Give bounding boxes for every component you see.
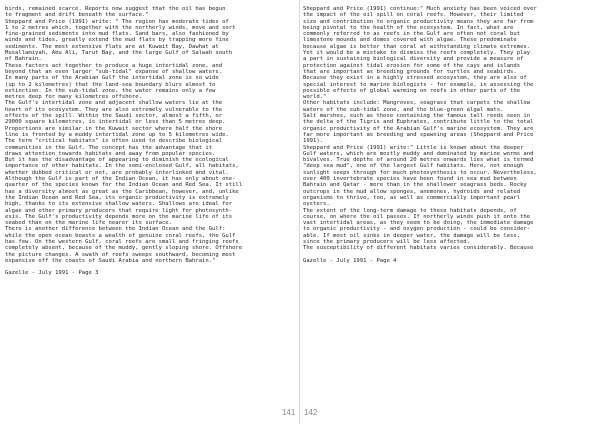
text-line: beyond that an even larger "sub-tidal" expanse of shallow waters. bbox=[5, 68, 223, 75]
text-line: since the primary producers will be less affected. bbox=[303, 238, 470, 245]
text-line: 29000 square kilometres, is intertidal or less than 5 metres deep. bbox=[5, 119, 226, 126]
text-line: winds and tides, greatly extend the mud flats by trapping more fine bbox=[5, 37, 229, 44]
text-line: special interest to marine biologists - for example, in assessing the bbox=[303, 81, 534, 88]
text-line: able. If most oil sinks in deeper water, the damage will be less, bbox=[303, 232, 521, 239]
text-line: effects of the spill. Within the Saudi sector, almost a fifth, or bbox=[5, 113, 223, 120]
left-page bbox=[5, 6, 297, 404]
text-line: of Bahrain. bbox=[5, 56, 42, 63]
text-line: to fragment and drift beneath the surface." bbox=[5, 12, 149, 19]
text-line: outcrops in the mud allow sponges, anemones, hydroids and related bbox=[303, 188, 521, 195]
text-line: commonly referred to as reefs in the Gulf are often not coral but bbox=[303, 31, 521, 38]
text-line: whether dubbed critical or not, are probably interlinked and vital. bbox=[5, 169, 229, 176]
right-page-body bbox=[303, 6, 597, 252]
left-page-number: 141 bbox=[282, 408, 296, 417]
text-line: heart of its ecosystem. They are also extremely vulnerable to the bbox=[5, 106, 223, 113]
right-page-footer: Gazelle - July 1991 - Page 4 bbox=[303, 257, 397, 264]
text-line: organisms to thrive, too, as well as commercially important pearl bbox=[303, 194, 521, 201]
text-line: fine-grained sediments into mud flats. Sand bars, also fashioned by bbox=[5, 31, 229, 38]
text-line: seabed than on the marine life nearer its surface. bbox=[5, 220, 172, 227]
text-line: 1 to 2 metres which, together with the northerly winds, move and sort bbox=[5, 24, 236, 31]
text-line: Because they exist in a highly stressed ecosystem, they are also of bbox=[303, 75, 527, 82]
right-page bbox=[303, 6, 597, 404]
text-line: Yet it would be a mistake to dismiss the reefs completely. They play bbox=[303, 50, 531, 57]
text-line: bivalves. True depths of around 20 metres onwards lies what is termed bbox=[303, 157, 534, 164]
text-line: because algae is better than coral at withstanding climate extremes. bbox=[303, 43, 531, 50]
text-line: while the open ocean boasts a wealth of genuine coral reefs, the Gulf bbox=[5, 232, 236, 239]
page-gutter bbox=[299, 0, 300, 424]
text-line: Other habitats include: Mangroves, seagrass that carpets the shallow bbox=[303, 100, 531, 107]
text-line: being pivotal to the health of the ecosystem. In fact, what are bbox=[303, 24, 514, 31]
text-line: to organic productivity - and oxygen production - could be consider- bbox=[303, 226, 531, 233]
text-line: oysters. bbox=[303, 201, 330, 208]
text-line: line is fronted by a muddy intertidal zone up to 5 kilometres wide. bbox=[5, 131, 229, 138]
text-line: has a diversity almost as great as the Caribbean, however, and, unlike bbox=[5, 188, 239, 195]
text-line: The Gulf's intertidal zone and adjacent shallow waters lie at the bbox=[5, 100, 223, 107]
text-line: size and contribution to organic productivity means they are far from bbox=[303, 18, 534, 25]
text-line: In many parts of the Arabian Gulf the intertidal zone is so wide bbox=[5, 75, 219, 82]
text-line: world." bbox=[303, 94, 327, 101]
text-line: Sheppard and Price (1991) write: " The region has moderate tides of bbox=[5, 18, 229, 25]
text-line: extinction. In the sub-tidal zone, the water remains only a few bbox=[5, 87, 216, 94]
text-line: The susceptibility of different habitats varies considerably. Because bbox=[303, 245, 534, 252]
text-line: Salt marshes, such as those containing the famous tall reeds seen in bbox=[303, 113, 531, 120]
text-line: the Indian Ocean and Red Sea, its organic productivity is extremely bbox=[5, 194, 229, 201]
text-line: metres deep for many kilometres offshore. bbox=[5, 94, 142, 101]
text-line: Sheppard and Price (1991) continue:" Much anxiety has been voiced over bbox=[303, 6, 537, 12]
text-line: Although the Gulf is part of the Indian Ocean, it has only about one- bbox=[5, 176, 236, 183]
text-line: waters of the sub-tidal zone, and the blue-green algal mats. bbox=[303, 106, 504, 113]
text-line: birds, remained scarce. Reports now suggest that the oil has begun bbox=[5, 6, 226, 12]
text-line: vast intertidal areas, as they seem to be doing, the immediate damage bbox=[303, 220, 534, 227]
text-line: quarter of the species known for the Indian Ocean and Red Sea. It still bbox=[5, 182, 243, 189]
text-line: limestone mounds and domes covered with algae. These predominate bbox=[303, 37, 517, 44]
text-line: a part in sustaining biological diversity and provide a measure of bbox=[303, 56, 524, 63]
text-line: The extent of the long-term damage to these habitats depends, of bbox=[303, 207, 517, 214]
text-line: expansive off the coasts of Saudi Arabia and northern Bahrain." bbox=[5, 257, 216, 264]
text-line: completely absent, because of the muddy, gently sloping shore. Offshore bbox=[5, 245, 243, 252]
text-line: protection against tidal erosion for some of the cays and islands bbox=[303, 62, 521, 69]
text-line: sediments. The most extensive flats are at Kuwait Bay, Dawhat at bbox=[5, 43, 219, 50]
text-line: high, thanks to its extensive shallow waters. Shallows are ideal for bbox=[5, 201, 233, 208]
text-line: Bahrain and Qatar - more than in the shallower seagrass beds. Rocky bbox=[303, 182, 527, 189]
text-line: Musallamiyah, Abu Ali, Tarut Bay, and the large Gulf of Salwah south bbox=[5, 50, 233, 57]
text-line: that are important as breeding grounds for turtles and seabirds. bbox=[303, 68, 517, 75]
text-line: There is another difference between the Indian Ocean and the Gulf: bbox=[5, 226, 226, 233]
text-line: Gulf waters, which are mostly muddy and dominated by marine worms and bbox=[303, 150, 534, 157]
text-line: the picture changes. A swath of reefs sweeps southward, becoming most bbox=[5, 251, 236, 258]
text-line: importance of other habitats. In the semi-enclosed Gulf, all habitats, bbox=[5, 163, 239, 170]
text-line: Proportions are similar in the Kuwait sector where half the shore bbox=[5, 125, 223, 132]
text-line: esis. The Gulf's productivity depends more on the marine life of its bbox=[5, 213, 233, 220]
text-line: 1991). bbox=[303, 138, 324, 145]
text-line: algae and other primary producers that require light for photosynth- bbox=[5, 207, 233, 214]
left-page-body bbox=[5, 6, 297, 264]
text-line: But it has the disadvantage of appearing to diminish the ecological bbox=[5, 157, 229, 164]
text-line: (up to 2 kilometres) that the land-sea boundary blurs almost to bbox=[5, 81, 216, 88]
text-line: possible effects of global warming on reefs in other parts of the bbox=[303, 87, 521, 94]
left-page-footer: Gazelle - July 1991 - Page 3 bbox=[5, 270, 99, 277]
text-line: Sheppard and Price (1991) write:" Little is known about the deeper bbox=[303, 144, 524, 151]
text-line: communities in the Gulf. The concept has the advantage that it bbox=[5, 144, 213, 151]
text-line: the impact of the oil spill on coral reefs. However, their limited bbox=[303, 12, 524, 19]
text-line: organic productivity of the Arabian Gulf's marine ecosystem. They are bbox=[303, 125, 534, 132]
text-line: These factors act together to produce a huge intertidal zone, and bbox=[5, 62, 223, 69]
text-line: has few. On the western Gulf, coral reefs are small and fringing reefs bbox=[5, 238, 239, 245]
text-line: course, on where the oil passes. If northerly winds push it onto the bbox=[303, 213, 531, 220]
right-page-number: 142 bbox=[304, 408, 318, 417]
text-line: over 400 invertebrate species have been found in sea mud between bbox=[303, 176, 517, 183]
text-line: "deep sea mud", one of the largest Gulf habitats. Here, not enough bbox=[303, 163, 524, 170]
text-line: far more important as breeding and spawning areas (Sheppard and Price bbox=[303, 131, 534, 138]
text-line: draws attention towards habitats and away from popular species. bbox=[5, 150, 216, 157]
text-line: sunlight seeps through for much photosynthesis to occur. Nevertheless, bbox=[303, 169, 537, 176]
text-line: The term "critical habitats" is often used to describe biological bbox=[5, 138, 223, 145]
text-line: the delta of the Tigris and Euphrates, contribute little to the total bbox=[303, 119, 534, 126]
